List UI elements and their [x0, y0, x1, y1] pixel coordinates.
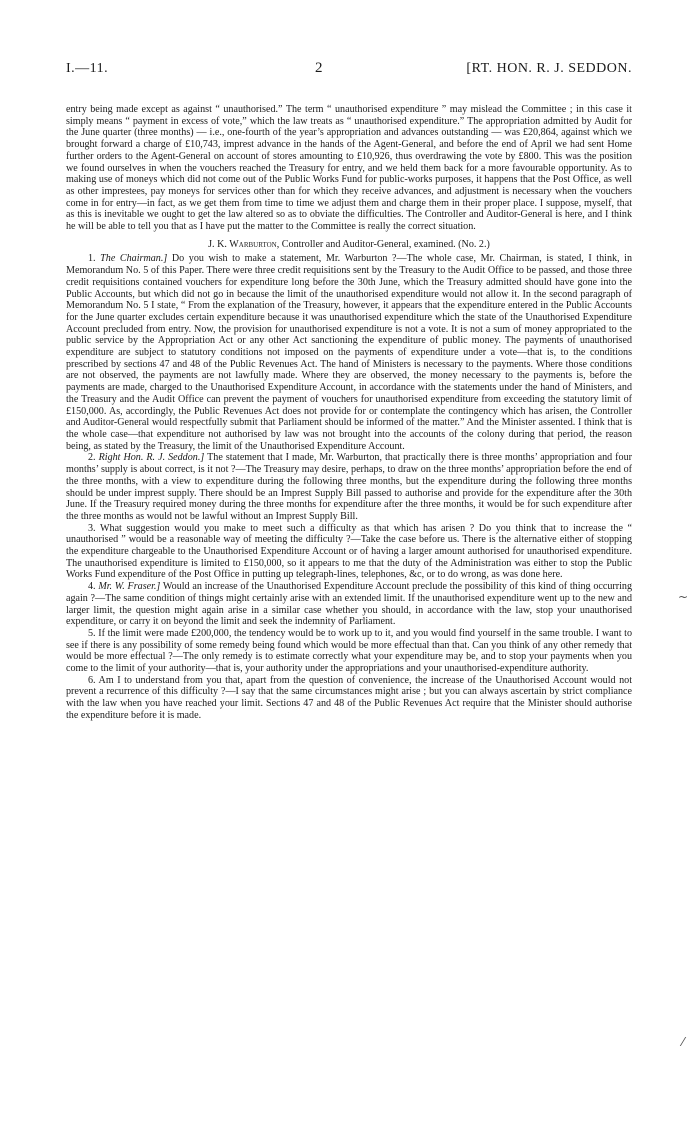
question-paragraph — [66, 675, 632, 722]
page-header — [66, 60, 632, 77]
question-paragraph — [66, 581, 632, 628]
question-speaker: The Chairman.] — [100, 253, 168, 265]
document-page — [66, 60, 632, 722]
question-number: 3. — [88, 522, 96, 534]
question-text: What suggestion would you make to meet such a difficulty as that which has arisen ? Do you think that to increase the “ unauthorised ” would be a reasonable way of meeting the difficulty ?—Take the case before us. There is the alternative either of stopping the expenditure chargeable to the Unauthorised Expenditure Account or of having a larger amount authorised for unauthorised expenditure. The unauthorised expenditure is limited to £150,000, so it appears to me that the duty of the Administration was either to stop the Public Works Fund expenditure of the Post Office in putting up telegraph-lines, telephones, &c, or to do wrong, as was done here. — [66, 522, 632, 581]
question-speaker: Right Hon. R. J. Seddon.] — [98, 452, 205, 464]
question-text: Am I to understand from you that, apart from the question of convenience, the increase of the Unauthorised Account would not prevent a recurrence of this difficulty ?—I say that the same circumstances might arise ; but you can always ascertain by strict compliance with the law when you have reached your limit. Sections 47 and 48 of the Public Revenues Act require that the Minister should authorise the expenditure before it is made. — [66, 674, 633, 721]
paper-reference: I.—11. — [66, 61, 109, 76]
question-paragraph — [66, 452, 632, 522]
question-text: Would an increase of the Unauthorised Expenditure Account preclude the possibility of this kind of thing occurring again ?—The same condition of things might certainly arise with an extended limit. If the unauthorised expenditure went up to the new and larger limit, the question might again arise in a similar case whether you should, in accordance with the law, stop your unauthorised expenditure, or carry it on beyond the limit and seek the indemnity of Parliament. — [66, 581, 633, 628]
page-number: 2 — [315, 60, 323, 76]
margin-scan-mark: ~ — [678, 590, 689, 604]
question-text: If the limit were made £200,000, the tendency would be to work up to it, and you would find yourself in the same trouble. I want to see if there is any possibility of some remedy being found which would be more effectual than that. Can you think of any other remedy that would be more effectual ?—The only remedy is to estimate correctly what your expenditure may be, and to stop your payments when you come to the limit of your authority—that is, your authority under the appropriations and your unauthorised-expenditure authority. — [66, 627, 632, 675]
question-paragraph — [66, 253, 632, 452]
witness-heading — [66, 239, 632, 251]
witness-name: J. K. Warburton — [208, 238, 277, 250]
witness-role: , Controller and Auditor-General, examined. (No. 2.) — [276, 238, 490, 250]
question-speaker: Mr. W. Fraser.] — [98, 581, 161, 593]
document-body — [66, 104, 632, 722]
question-number: 5. — [88, 627, 96, 639]
question-number: 4. — [88, 581, 96, 593]
question-number: 2. — [88, 452, 96, 464]
question-paragraph — [66, 628, 632, 675]
question-number: 6. — [88, 674, 96, 686]
question-paragraph — [66, 523, 632, 582]
question-text: The statement that I made, Mr. Warburton, that practically there is three months’ appropriation and four months’ supply is about correct, is it not ?—The Treasury may desire, perhaps, to draw on the three months’ appropriation before the end of the three months, with a view to expenditure during the following three months, but the expenditure during the following three months should be under imprest supply. There should be an Imprest Supply Bill passed to authorise and provide for the expenditure after the 30th June. If the Treasury required money during the three months for expenditure after the three months, it would be for such expenditure after the three months as would not be lawful without an Imprest Supply Bill. — [66, 452, 632, 522]
question-text: Do you wish to make a statement, Mr. Warburton ?—The whole case, Mr. Chairman, is stated, I think, in Memorandum No. 5 of this Paper. There were three credit requisitions sent by the Treasury to the Audit Office to be passed, and those three credit requisitions contained vouchers for expenditure long before the 30th June, which the Treasury admitted should have gone into the Public Accounts, but which did not go in because the limit of the unauthorised expenditure would not allow it. In the second paragraph of Memorandum No. 5 I state, “ From the explanation of the Treasury, however, it appears that the expenditure entered in the Public Accounts for the June quarter excludes certain expenditure because it was unauthorised expenditure which the state of the Unauthorised Expenditure Account precluded from entry. Now, the provision for unauthorised expenditure is not a vote. It is not a sum of money appropriated to the public service by the Appropriation Act or any other Act sanctioning the expenditure of public money. The payments of unauthorised expenditure are subject to statutory conditions not imposed on the payments of expenditure under a vote—that is, to the conditions prescribed by sections 47 and 48 of the Public Revenues Act. The hand of Ministers is necessary to the payments. Where those conditions are not observed, the payments are not lawfully made. Where they are observed, the money necessary to the payments is, before the payments are made, charged to the Unauthorised Expenditure Account, in accordance with the statements under the hand of Ministers, and the Treasury and the Audit Office can prevent the payment of vouchers for unauthorised expenditure from exceeding the statutory limit of £150,000. As, accordingly, the Public Revenues Act does not provide for or contemplate the contingency which has arisen, the Controller and Auditor-General would respectfully submit that Parliament should be informed of the matter.” And the Minister assented. I think that is the whole case—that expenditure not authorised by law was not brought into the accounts of the colony during that period, the reason being, as stated by the Treasury, the limit of the Unauthorised Expenditure Account. — [66, 253, 633, 452]
header-speaker: [RT. HON. R. J. SEDDON. — [466, 61, 632, 76]
intro-paragraph: entry being made except as against “ unauthorised.” The term “ unauthorised expenditure ” may mislead the Committee ; in this case it simply means “ payment in excess of vote,” which the law treats as “ unauthorised expenditure.” The appropriation admitted by Audit for the June quarter (three months) — i.e., one-fourth of the year’s appropriation and advances outstanding — was £20,864, against which we brought forward a charge of £10,743, imprest advance in the hands of the Agent-General, and before the end of April we had sent Home further orders to the Agent-General on account of stores amounting to £10,926, thus overdrawing the vote by £800. This was the position we found ourselves in when the vouchers reached the Treasury for entry, and we held them back for a more favourable opportunity. As to making use of moneys which did not come out of the Public Works Fund for public-works purposes, it happens that the Post Office, as well as other imprestees, pay moneys for services other than for which they receive advances, and adjustment is necessary when the vouchers come in for entry—in fact, as we get them from time to time we adjust them and charge them in their proper place. I suppose, myself, that as this is inevitable we ought to get the law altered so as to obviate the difficulties. The Controller and Auditor-General is here, and I think he will be able to tell you that as I have put the matter to the Committee is really the correct situation. — [66, 104, 632, 233]
margin-scan-mark: ⁄ — [682, 1035, 685, 1049]
question-number: 1. — [88, 253, 96, 265]
